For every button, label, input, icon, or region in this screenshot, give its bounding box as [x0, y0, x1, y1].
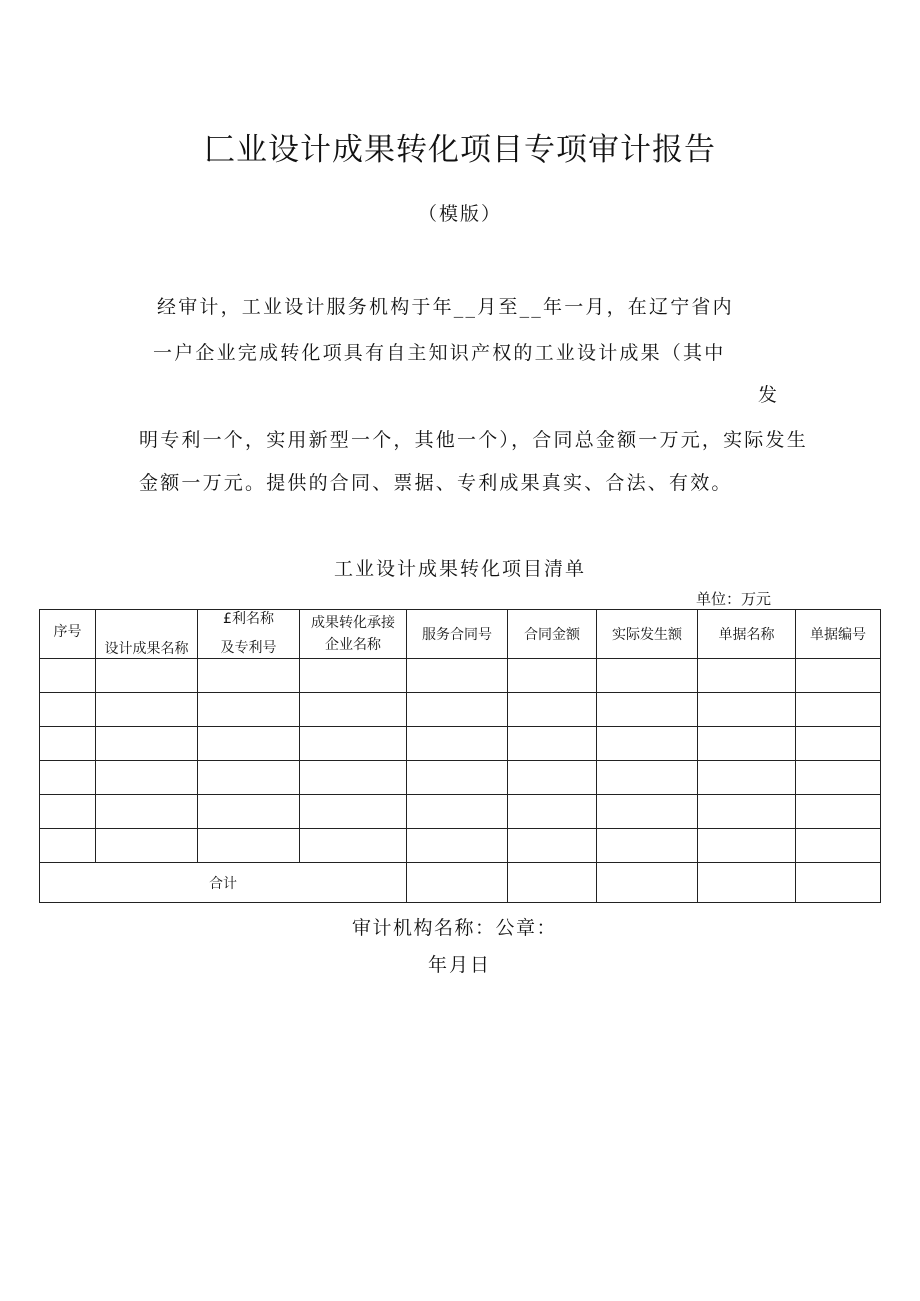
- table-row: [40, 795, 881, 829]
- project-list-table: [39, 609, 881, 903]
- table-row: [40, 693, 881, 727]
- header-receipt-no: 单据编号: [796, 610, 881, 659]
- body-text-line-5: 金额一万元。提供的合同、票据、专利成果真实、合法、有效。: [139, 472, 733, 494]
- unit-label: 单位：万元: [696, 590, 772, 608]
- signature-date: 年月日: [428, 954, 492, 976]
- document-subtitle: （模版）: [417, 203, 502, 225]
- audit-agency-signature: 审计机构名称：公章：: [352, 917, 558, 939]
- header-contract-no: 服务合同号: [407, 610, 508, 659]
- table-total-row: [40, 863, 881, 903]
- body-text-line-1: 经审计，工业设计服务机构于年__月至__年一月，在辽宁省内: [157, 296, 734, 318]
- table-row: [40, 761, 881, 795]
- header-seq: 序号: [40, 610, 96, 659]
- header-company: 成果转化承接 企业名称: [300, 610, 407, 659]
- table-row: [40, 829, 881, 863]
- body-text-line-2: 一户企业完成转化项具有自主知识产权的工业设计成果（其中: [153, 342, 726, 364]
- header-contract-amount: 合同金额: [508, 610, 597, 659]
- header-design-name: 设计成果名称: [96, 610, 198, 659]
- total-label: 合计: [40, 863, 407, 903]
- table-row: [40, 727, 881, 761]
- body-text-line-3: 发: [758, 384, 780, 406]
- list-title: 工业设计成果转化项目清单: [333, 558, 586, 580]
- table-row: [40, 659, 881, 693]
- header-patent: £利名称 及专利号: [198, 610, 300, 659]
- document-title: 匚业设计成果转化项目专项审计报告: [204, 132, 716, 168]
- body-text-line-4: 明专利一个，实用新型一个，其他一个），合同总金额一万元，实际发生: [139, 429, 808, 451]
- header-receipt-name: 单据名称: [698, 610, 796, 659]
- table-header-row: [40, 610, 881, 659]
- header-actual-amount: 实际发生额: [597, 610, 698, 659]
